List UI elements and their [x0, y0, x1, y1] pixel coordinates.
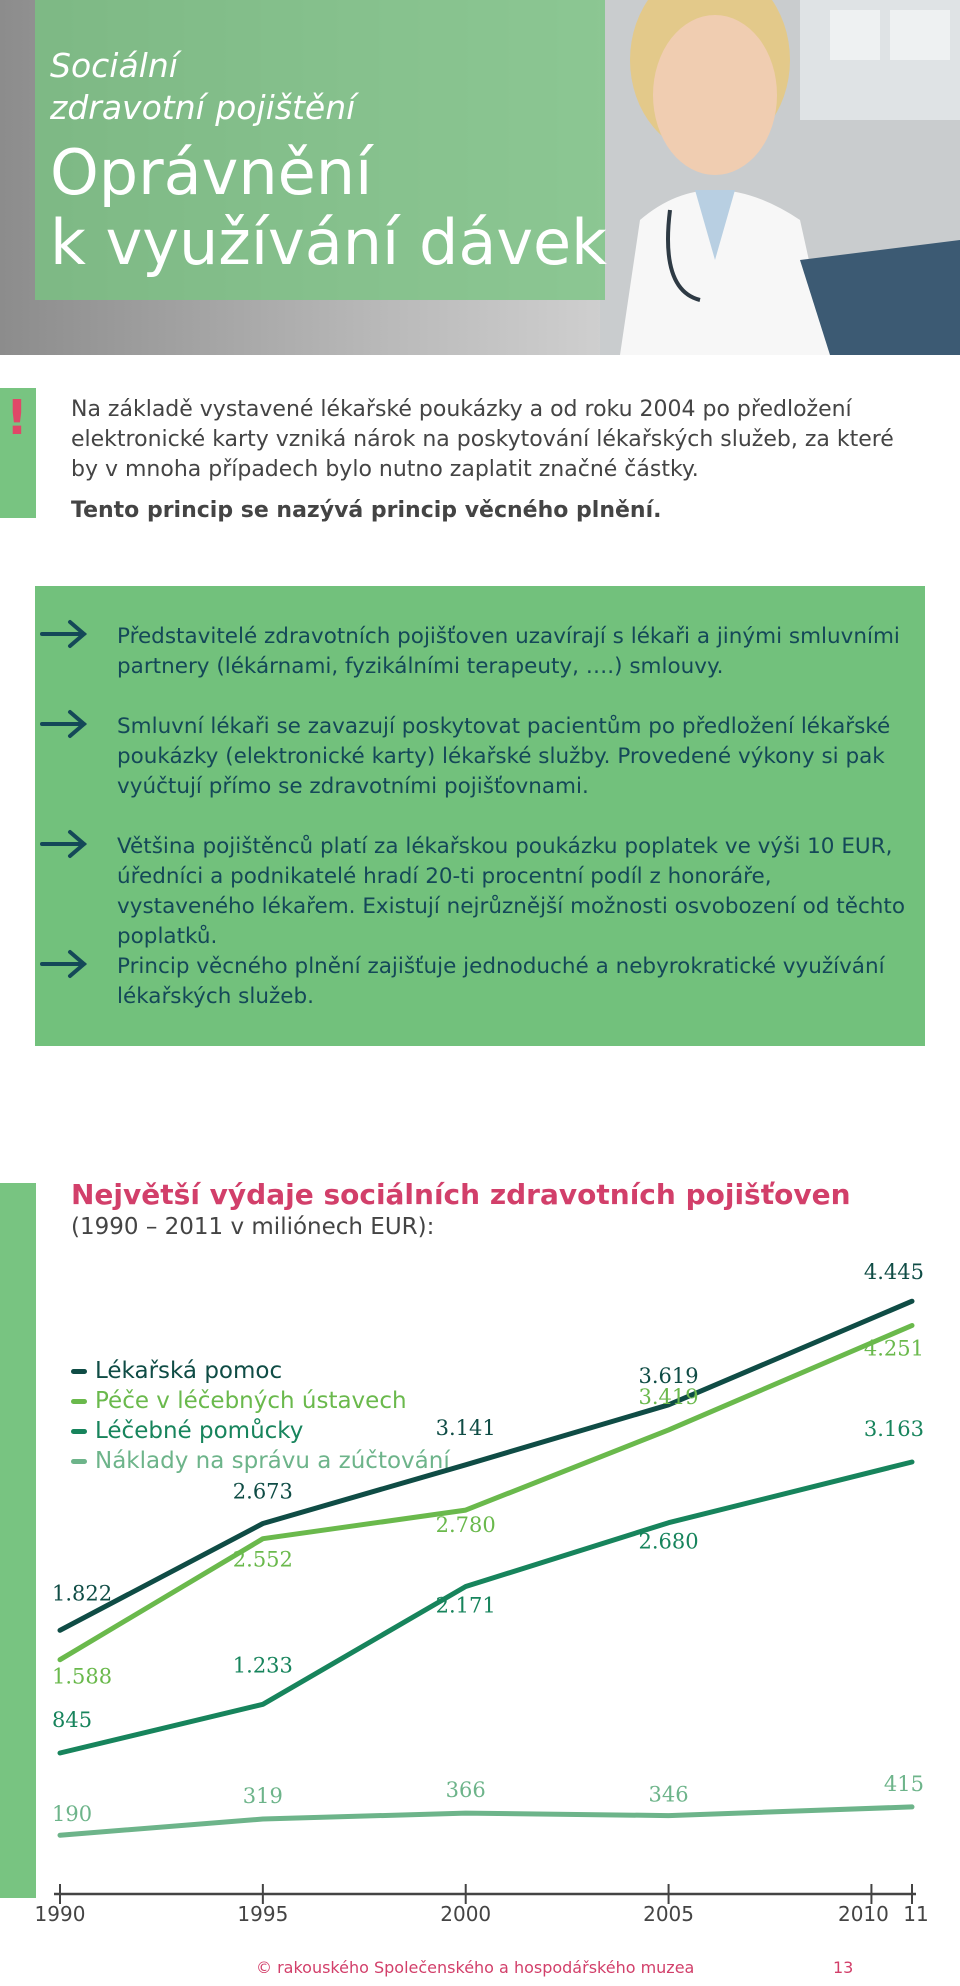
x-tick-label: 2000 [440, 1902, 492, 1926]
x-tick-label: 1990 [34, 1902, 86, 1926]
legend-label: Lékařská pomoc [95, 1358, 283, 1384]
series-line [60, 1807, 912, 1835]
data-label: 2.780 [435, 1513, 496, 1538]
data-label: 2.552 [232, 1547, 293, 1572]
data-label: 2.171 [435, 1593, 496, 1618]
x-tick-label: 1995 [237, 1902, 289, 1926]
data-label: 845 [52, 1707, 93, 1732]
data-label: 3.141 [435, 1415, 496, 1440]
data-label: 319 [242, 1783, 283, 1808]
bullet-text: Většina pojištěnců platí za lékařskou poukázku poplatek ve výši 10 EUR, úředníci a podnikatelé hradí 20-ti procentní podíl z honoráře, vystaveného lékařem. Existují nejrůznější možnosti osvobození od těchto poplatků. [117, 834, 905, 949]
footer [0, 1958, 960, 1982]
x-tick-label: 11 [903, 1902, 929, 1926]
data-label: 3.419 [638, 1384, 699, 1409]
exclamation-icon: ! [6, 390, 28, 446]
intro-paragraph: Na základě vystavené lékařské poukázky a od roku 2004 po předložení elektronické karty vzniká nárok na poskytování lékařských služeb, za které by v mnoha případech bylo nutno zaplatit značné částky. [71, 397, 894, 482]
data-label: 1.822 [52, 1581, 113, 1606]
data-label: 1.233 [232, 1653, 293, 1678]
data-label: 4.251 [863, 1336, 924, 1361]
data-label: 4.445 [863, 1260, 924, 1285]
chart-title: Největší výdaje sociálních zdravotních pojišťoven [71, 1178, 851, 1211]
bullet-text: Princip věcného plnění zajišťuje jednoduché a nebyrokratické využívání lékařských služeb. [117, 954, 885, 1009]
bullet-text: Představitelé zdravotních pojišťoven uzavírají s lékaři a jinými smluvními partnery (lékárnami, fyzikálními terapeuty, ….) smlouvy. [117, 624, 900, 679]
data-label: 366 [445, 1778, 486, 1803]
page-number: 13 [833, 1958, 854, 1977]
page-title: Oprávnění k využívání dávek [50, 136, 608, 279]
data-label: 190 [52, 1802, 93, 1827]
legend-label: Léčebné pomůcky [95, 1418, 304, 1444]
x-tick-label: 2005 [643, 1902, 695, 1926]
intro-principle: Tento princip se nazývá princip věcného plnění. [71, 498, 662, 523]
hero-subtitle: Sociální zdravotní pojištění [50, 46, 356, 127]
data-label: 415 [883, 1771, 924, 1796]
legend-label: Náklady na správu a zúčtování [95, 1448, 450, 1474]
data-label: 3.619 [638, 1363, 699, 1388]
data-label: 2.673 [232, 1479, 293, 1504]
data-label: 1.588 [52, 1664, 113, 1689]
x-tick-label: 2010 [837, 1902, 889, 1926]
footer-credit: © rakouského Společenského a hospodářského muzea [256, 1958, 695, 1977]
chart-subtitle: (1990 – 2011 v miliónech EUR): [71, 1214, 435, 1240]
bullet-text: Smluvní lékaři se zavazují poskytovat pacientům po předložení lékařské poukázky (elektronické karty) lékařské služby. Provedené výkony si pak vyúčtují přímo se zdravotními pojišťovnami. [117, 714, 891, 799]
data-label: 2.680 [638, 1529, 699, 1554]
data-label: 3.163 [863, 1417, 924, 1442]
legend-label: Péče v léčebných ústavech [95, 1388, 407, 1414]
data-label: 346 [648, 1782, 689, 1807]
